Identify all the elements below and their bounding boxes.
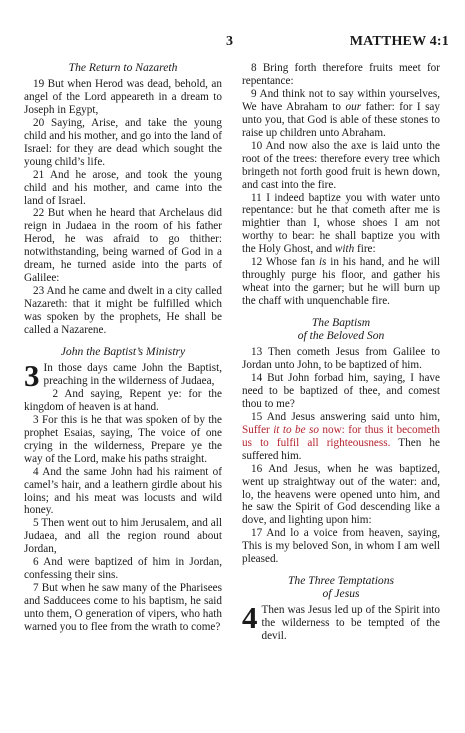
section-heading-temptations xyxy=(242,575,440,601)
verse-3-3: 3 For this is he that was spoken of by the prophet Esaias, saying, The voice of one crying in the wilderness, Prepare ye the way of the Lord, make his paths straight. xyxy=(24,413,222,465)
section-heading-temptations-line-2: of Jesus xyxy=(322,587,360,601)
verse-3-6: 6 And were baptized of him in Jordan, confessing their sins. xyxy=(24,556,222,582)
section-heading-baptism-line-1: The Baptism xyxy=(311,316,371,330)
verse-3-1 xyxy=(24,357,222,393)
running-head: MATTHEW 4:1 xyxy=(349,34,449,49)
words-of-jesus-red-italic: it to be so xyxy=(273,423,319,436)
verse-3-9-part-b: father: for I say unto you, that God is able of these stones to raise up children unto Abraham. xyxy=(242,100,440,139)
verse-3-9-part-a: 9 And think not to say within yourselves, We have Abraham to xyxy=(242,87,440,113)
verse-3-11 xyxy=(242,192,440,257)
verse-3-11-italic: with xyxy=(334,243,355,256)
right-column xyxy=(242,62,440,643)
verse-2-23: 23 And he came and dwelt in a city called Nazareth: that it might be fulfilled which was spoken by the prophets, He shall be called a Nazarene. xyxy=(24,285,222,337)
verse-2-20: 20 Saying, Arise, and take the young child and his mother, and go into the land of Israel: for they are dead which sought the young child’s life. xyxy=(24,116,222,168)
verse-3-9-italic: our xyxy=(345,100,362,113)
words-of-jesus-red-1: Suffer xyxy=(242,423,274,436)
verse-3-1-text: In those days came John the Baptist, preaching in the wilderness of Judaea, xyxy=(43,361,222,387)
verse-3-13: 13 Then cometh Jesus from Galilee to Jordan unto John, to be baptized of him. xyxy=(242,346,440,371)
section-heading-return-to-nazareth: The Return to Nazareth xyxy=(68,61,178,74)
verse-2-22: 22 But when he heard that Archelaus did reign in Judaea in the room of his father Herod, he was afraid to go thither: notwithstanding, being warned of God in a dream, he turned aside into the parts of Galilee: xyxy=(24,207,222,285)
verse-3-12-part-a: 12 Whose fan xyxy=(251,256,319,269)
section-heading-baptism xyxy=(242,317,440,343)
verse-3-15 xyxy=(242,411,440,463)
left-column xyxy=(24,62,222,634)
verse-4-1-text: Then was Jesus led up of the Spirit into the wilderness to be tempted of the devil. xyxy=(261,604,440,643)
verse-3-11-part-b: fire: xyxy=(354,243,376,256)
verse-3-12 xyxy=(242,256,440,308)
chapter-number-3: 3 xyxy=(24,357,40,393)
page-number: 3 xyxy=(226,34,233,49)
page-header xyxy=(0,34,465,50)
verse-3-12-italic: is xyxy=(318,256,327,269)
verse-4-1 xyxy=(242,600,440,643)
section-heading-baptism-line-2: of the Beloved Son xyxy=(297,329,385,343)
verse-3-15-part-b: Then he suffered him. xyxy=(242,436,440,462)
verse-2-19: 19 But when Herod was dead, behold, an angel of the Lord appeareth in a dream to Joseph in Egypt, xyxy=(24,77,222,116)
verse-3-12-part-b: in his hand, and he will throughly purge his floor, and gather his wheat into the garner; but he will burn up the chaff with unquenchable fire. xyxy=(242,256,441,308)
verse-3-2: 2 And saying, Repent ye: for the kingdom of heaven is at hand. xyxy=(24,387,222,413)
verse-3-11-part-a: 11 I indeed baptize you with water unto repentance: but he that cometh after me is mightier than I, whose shoes I am not worthy to bear: he shall baptize you with the Holy Ghost, and xyxy=(242,191,440,256)
verse-3-10: 10 And now also the axe is laid unto the root of the trees: therefore every tree which bringeth not forth good fruit is hewn down, and cast into the fire. xyxy=(242,139,440,191)
verse-3-15-part-a: 15 And Jesus answering said unto him, xyxy=(251,410,440,423)
section-heading-john-the-baptist: John the Baptist’s Ministry xyxy=(60,345,186,359)
verse-3-5: 5 Then went out to him Jerusalem, and all Judaea, and all the region round about Jordan, xyxy=(24,517,222,556)
verse-3-9 xyxy=(242,88,440,140)
verse-2-21: 21 And he arose, and took the young child and his mother, and came into the land of Israel. xyxy=(24,168,222,207)
section-heading-temptations-line-1: The Three Temptations xyxy=(287,574,395,588)
verse-3-14: 14 But John forbad him, saying, I have need to be baptized of thee, and comest thou to me? xyxy=(242,371,440,410)
words-of-jesus-red-2: now: for thus it becometh us to fulfil all righteousness. xyxy=(242,423,440,449)
verse-3-17: 17 And lo a voice from heaven, saying, This is my beloved Son, in whom I am well pleased. xyxy=(242,527,440,566)
chapter-number-4: 4 xyxy=(242,600,258,636)
verse-3-4: 4 And the same John had his raiment of camel’s hair, and a leathern girdle about his loins; and his meat was locusts and wild honey. xyxy=(24,465,222,517)
verse-3-7: 7 But when he saw many of the Pharisees and Sadducees come to his baptism, he said unto them, O generation of vipers, who hath warned you to flee from the wrath to come? xyxy=(24,582,222,634)
verse-3-16: 16 And Jesus, when he was baptized, went up straightway out of the water: and, lo, the heavens were opened unto him, and he saw the Spirit of God descending like a dove, and lighting upon him: xyxy=(242,462,440,527)
verse-3-8: 8 Bring forth therefore fruits meet for repentance: xyxy=(242,62,440,87)
